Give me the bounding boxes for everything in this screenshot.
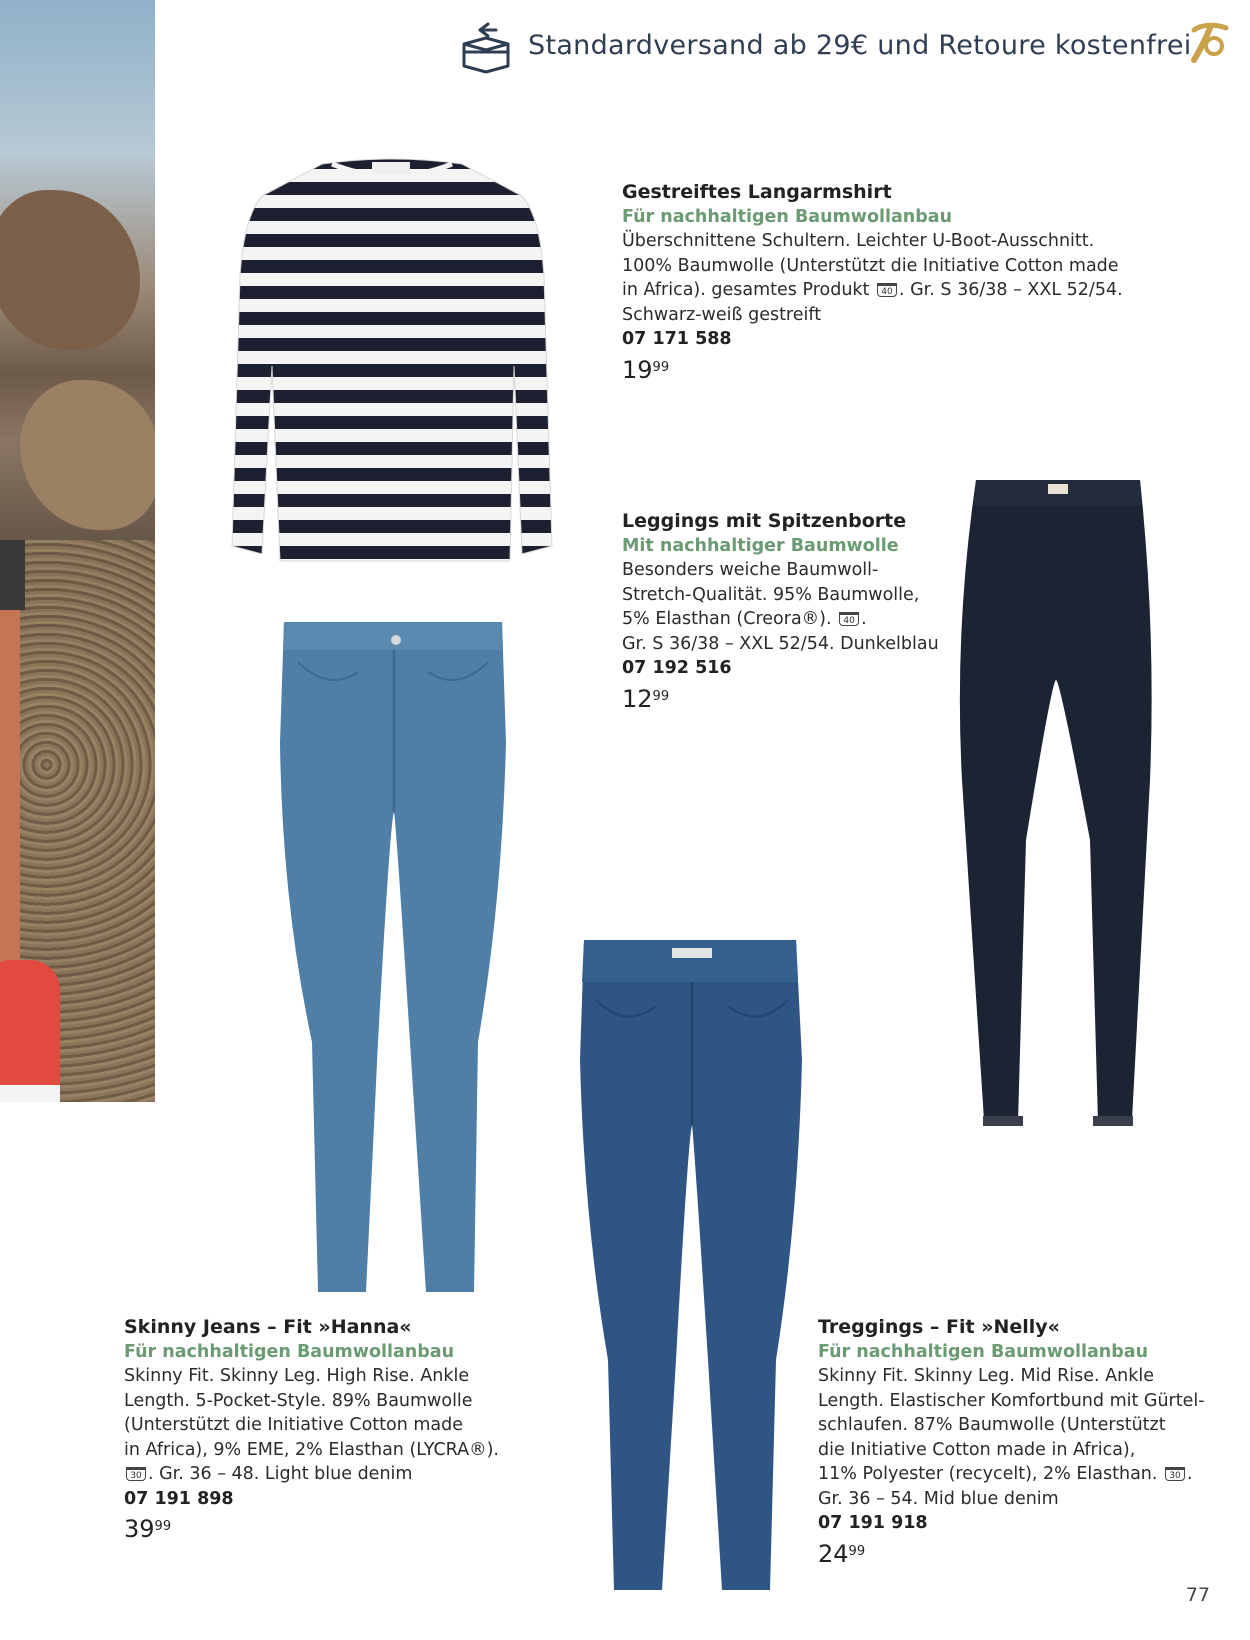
model-sleeve xyxy=(0,540,25,610)
article-number: 07 192 516 xyxy=(622,658,732,678)
product-title: Gestreiftes Langarmshirt xyxy=(622,181,892,203)
skinny-jeans-image xyxy=(278,622,508,1302)
description-line: Schwarz-weiß gestreift xyxy=(622,304,822,325)
wash-30-icon: 30 xyxy=(1165,1467,1185,1481)
description-line: (Unterstützt die Initiative Cotton made xyxy=(124,1415,464,1435)
description-line: Besonders weiche Baumwoll- xyxy=(622,560,879,580)
description-line: 100% Baumwolle (Unterstützt die Initiative Cotton made xyxy=(622,255,1119,276)
description-line: Length. 5-Pocket-Style. 89% Baumwolle xyxy=(124,1390,473,1411)
description-line: 11% Polyester (recycelt), 2% Elasthan. 30 . xyxy=(818,1464,1193,1484)
product-subtitle: Für nachhaltigen Baumwollanbau xyxy=(124,1341,455,1362)
product-info-leggings xyxy=(622,509,942,711)
jeans-button xyxy=(391,635,401,645)
price: $24^{99}$ xyxy=(818,1539,866,1568)
article-number: 07 171 588 xyxy=(622,329,732,349)
product-subtitle: Für nachhaltigen Baumwollanbau xyxy=(622,206,953,227)
price: $39^{99}$ xyxy=(124,1515,172,1543)
shirt-label xyxy=(372,162,410,174)
return-box-icon xyxy=(458,22,514,74)
product-title: Treggings – Fit »Nelly« xyxy=(818,1316,1060,1338)
description-line: Stretch-Qualität. 95% Baumwolle, xyxy=(622,584,920,605)
description-line: Length. Elastischer Komfortbund mit Gürtel- xyxy=(818,1390,1205,1411)
description-line: schlaufen. 87% Baumwolle (Unterstützt xyxy=(818,1415,1166,1435)
product-title: Skinny Jeans – Fit »Hanna« xyxy=(124,1316,412,1338)
lace-trim xyxy=(1093,1116,1133,1126)
tchibo-logo-icon xyxy=(1186,20,1230,64)
product-subtitle: Mit nachhaltiger Baumwolle xyxy=(622,535,899,556)
article-number: 07 191 898 xyxy=(124,1488,234,1509)
description-line: 30 . Gr. 36 – 48. Light blue denim xyxy=(124,1462,524,1487)
description-line: die Initiative Cotton made in Africa), xyxy=(818,1439,1136,1460)
wash-30-icon: 30 xyxy=(126,1467,146,1481)
description-line: Skinny Fit. Skinny Leg. High Rise. Ankle xyxy=(124,1366,470,1386)
wash-40-icon: 40 xyxy=(877,283,897,297)
leggings-image xyxy=(948,480,1168,1170)
product-subtitle: Für nachhaltigen Baumwollanbau xyxy=(818,1341,1149,1362)
wash-40-icon: 40 xyxy=(839,612,859,626)
description-line: in Africa). gesamtes Produkt 40 . Gr. S 36/38 – XXL 52/54. xyxy=(622,280,1123,300)
lace-trim xyxy=(983,1116,1023,1126)
shipping-banner xyxy=(458,18,1220,78)
treggings-label xyxy=(672,948,712,958)
description-line: Gr. S 36/38 – XXL 52/54. Dunkelblau xyxy=(622,633,939,654)
description-line: 5% Elasthan (Creora®). 40 . xyxy=(622,609,867,629)
article-number: 07 191 918 xyxy=(818,1513,928,1533)
striped-shirt-image xyxy=(222,156,562,576)
product-info-striped-shirt xyxy=(622,180,1142,382)
price: $12^{99}$ xyxy=(622,684,670,713)
description-line: Gr. 36 – 54. Mid blue denim xyxy=(818,1488,1059,1509)
price: $19^{99}$ xyxy=(622,355,670,384)
rock xyxy=(0,190,140,350)
product-info-treggings xyxy=(818,1315,1218,1566)
shipping-text: Standardversand ab 29€ und Retoure kostenfrei xyxy=(528,30,1192,61)
description-line: Überschnittene Schultern. Leichter U-Boot-Ausschnitt. xyxy=(622,231,1095,251)
lifestyle-photo xyxy=(0,0,155,1102)
rock xyxy=(20,380,155,530)
description-line: Skinny Fit. Skinny Leg. Mid Rise. Ankle xyxy=(818,1366,1154,1386)
sneaker-sole xyxy=(0,1085,60,1102)
treggings-image xyxy=(576,940,806,1600)
product-title: Leggings mit Spitzenborte xyxy=(622,510,907,532)
description-line: in Africa), 9% EME, 2% Elasthan (LYCRA®). xyxy=(124,1439,499,1460)
product-info-skinny-jeans xyxy=(124,1315,524,1542)
leggings-label xyxy=(1048,484,1068,494)
red-sneaker xyxy=(0,960,60,1100)
page-number: 77 xyxy=(1185,1584,1210,1606)
